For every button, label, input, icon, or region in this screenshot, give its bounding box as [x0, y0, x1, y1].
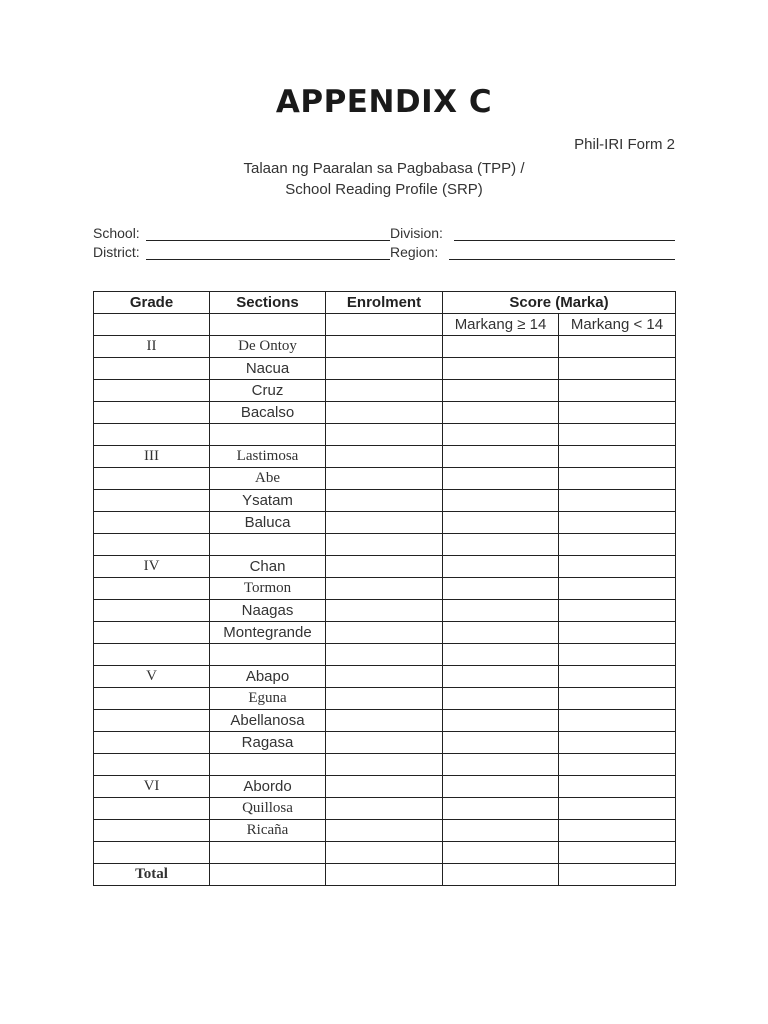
school-field[interactable]	[146, 240, 390, 241]
score-low-cell[interactable]	[559, 490, 676, 512]
score-low-cell[interactable]	[559, 644, 676, 666]
score-high-cell[interactable]	[443, 820, 559, 842]
score-high-cell[interactable]	[443, 798, 559, 820]
grade-cell: VI	[94, 776, 210, 798]
section-cell: Naagas	[210, 600, 326, 622]
enrolment-cell[interactable]	[326, 666, 443, 688]
score-high-cell[interactable]	[443, 402, 559, 424]
table-row	[94, 446, 676, 468]
enrolment-cell[interactable]	[326, 358, 443, 380]
table-row	[94, 732, 676, 754]
col-score-low-header: Markang < 14	[559, 314, 676, 336]
section-cell: Cruz	[210, 380, 326, 402]
form-number: Phil-IRI Form 2	[574, 136, 675, 153]
enrolment-cell[interactable]	[326, 402, 443, 424]
score-high-cell[interactable]	[443, 732, 559, 754]
enrolment-cell[interactable]	[326, 380, 443, 402]
section-cell: Ricaña	[210, 820, 326, 842]
table-row	[94, 798, 676, 820]
score-high-cell[interactable]	[443, 446, 559, 468]
score-high-cell[interactable]	[443, 622, 559, 644]
section-cell: Abe	[210, 468, 326, 490]
grade-cell	[94, 512, 210, 534]
total-enrolment-cell[interactable]	[326, 864, 443, 886]
section-cell: De Ontoy	[210, 336, 326, 358]
grade-cell	[94, 820, 210, 842]
table-row	[94, 842, 676, 864]
score-high-cell[interactable]	[443, 512, 559, 534]
grade-cell	[94, 402, 210, 424]
grade-cell	[94, 578, 210, 600]
district-region-row	[93, 244, 675, 262]
grade-cell	[94, 534, 210, 556]
table-cell	[326, 314, 443, 336]
section-cell: Montegrande	[210, 622, 326, 644]
table-row	[94, 512, 676, 534]
section-cell	[210, 644, 326, 666]
enrolment-cell[interactable]	[326, 534, 443, 556]
score-high-cell[interactable]	[443, 468, 559, 490]
enrolment-cell[interactable]	[326, 556, 443, 578]
total-score-high-cell[interactable]	[443, 864, 559, 886]
page-title: APPENDIX C	[275, 84, 493, 120]
enrolment-cell[interactable]	[326, 798, 443, 820]
reading-profile-table	[93, 291, 676, 886]
table-row	[94, 424, 676, 446]
score-high-cell[interactable]	[443, 490, 559, 512]
district-label: District:	[93, 244, 140, 260]
table-row	[94, 556, 676, 578]
score-high-cell[interactable]	[443, 600, 559, 622]
enrolment-cell[interactable]	[326, 622, 443, 644]
table-row	[94, 820, 676, 842]
score-low-cell[interactable]	[559, 336, 676, 358]
score-low-cell[interactable]	[559, 446, 676, 468]
table-row	[94, 644, 676, 666]
score-high-cell[interactable]	[443, 644, 559, 666]
grade-cell	[94, 842, 210, 864]
table-row	[94, 622, 676, 644]
enrolment-cell[interactable]	[326, 336, 443, 358]
col-score-high-header: Markang ≥ 14	[443, 314, 559, 336]
grade-cell: II	[94, 336, 210, 358]
table-row	[94, 578, 676, 600]
score-low-cell[interactable]	[559, 820, 676, 842]
enrolment-cell[interactable]	[326, 490, 443, 512]
grade-cell	[94, 644, 210, 666]
section-cell	[210, 534, 326, 556]
score-low-cell[interactable]	[559, 688, 676, 710]
score-low-cell[interactable]	[559, 754, 676, 776]
table-cell	[210, 314, 326, 336]
table-row	[94, 336, 676, 358]
grade-cell	[94, 424, 210, 446]
grade-cell	[94, 380, 210, 402]
section-cell: Ysatam	[210, 490, 326, 512]
table-row	[94, 666, 676, 688]
score-high-cell[interactable]	[443, 336, 559, 358]
score-low-cell[interactable]	[559, 358, 676, 380]
score-high-cell[interactable]	[443, 754, 559, 776]
score-high-cell[interactable]	[443, 424, 559, 446]
subtitle-line-1: Talaan ng Paaralan sa Pagbabasa (TPP) /	[243, 160, 525, 177]
enrolment-cell[interactable]	[326, 578, 443, 600]
enrolment-cell[interactable]	[326, 710, 443, 732]
grade-cell	[94, 468, 210, 490]
score-low-cell[interactable]	[559, 578, 676, 600]
school-label: School:	[93, 225, 140, 241]
section-cell: Eguna	[210, 688, 326, 710]
table-row	[94, 468, 676, 490]
section-cell	[210, 424, 326, 446]
section-cell: Nacua	[210, 358, 326, 380]
grade-cell: V	[94, 666, 210, 688]
table-row	[94, 490, 676, 512]
enrolment-cell[interactable]	[326, 688, 443, 710]
table-row	[94, 776, 676, 798]
enrolment-cell[interactable]	[326, 732, 443, 754]
enrolment-cell[interactable]	[326, 842, 443, 864]
score-low-cell[interactable]	[559, 512, 676, 534]
score-low-cell[interactable]	[559, 842, 676, 864]
score-low-cell[interactable]	[559, 776, 676, 798]
subtitle-line-2: School Reading Profile (SRP)	[285, 181, 483, 198]
district-field[interactable]	[146, 259, 390, 260]
section-cell: Abapo	[210, 666, 326, 688]
section-cell: Tormon	[210, 578, 326, 600]
score-low-cell[interactable]	[559, 732, 676, 754]
region-label: Region:	[390, 244, 439, 260]
table-header-row	[94, 292, 676, 314]
section-cell: Abellanosa	[210, 710, 326, 732]
enrolment-cell[interactable]	[326, 776, 443, 798]
grade-cell	[94, 710, 210, 732]
score-high-cell[interactable]	[443, 710, 559, 732]
score-low-cell[interactable]	[559, 534, 676, 556]
col-sections-header: Sections	[210, 292, 326, 314]
enrolment-cell[interactable]	[326, 468, 443, 490]
score-high-cell[interactable]	[443, 556, 559, 578]
table-row	[94, 754, 676, 776]
grade-cell	[94, 754, 210, 776]
enrolment-cell[interactable]	[326, 754, 443, 776]
grade-cell	[94, 358, 210, 380]
section-cell: Ragasa	[210, 732, 326, 754]
grade-cell	[94, 798, 210, 820]
table-subheader-row	[94, 314, 676, 336]
score-low-cell[interactable]	[559, 468, 676, 490]
score-low-cell[interactable]	[559, 622, 676, 644]
table-row	[94, 600, 676, 622]
total-label: Total	[94, 864, 210, 886]
score-high-cell[interactable]	[443, 380, 559, 402]
total-score-low-cell[interactable]	[559, 864, 676, 886]
division-label: Division:	[390, 225, 443, 241]
enrolment-cell[interactable]	[326, 424, 443, 446]
score-low-cell[interactable]	[559, 600, 676, 622]
division-field[interactable]	[454, 240, 675, 241]
score-high-cell[interactable]	[443, 578, 559, 600]
enrolment-cell[interactable]	[326, 600, 443, 622]
school-division-row	[93, 225, 675, 243]
enrolment-cell[interactable]	[326, 512, 443, 534]
region-field[interactable]	[449, 259, 675, 260]
grade-cell	[94, 732, 210, 754]
total-sections-cell[interactable]	[210, 864, 326, 886]
col-enrolment-header: Enrolment	[326, 292, 443, 314]
score-high-cell[interactable]	[443, 534, 559, 556]
score-low-cell[interactable]	[559, 424, 676, 446]
table-cell	[94, 314, 210, 336]
section-cell: Chan	[210, 556, 326, 578]
score-low-cell[interactable]	[559, 556, 676, 578]
section-cell: Lastimosa	[210, 446, 326, 468]
section-cell: Abordo	[210, 776, 326, 798]
table-row	[94, 534, 676, 556]
enrolment-cell[interactable]	[326, 820, 443, 842]
score-high-cell[interactable]	[443, 776, 559, 798]
grade-cell: III	[94, 446, 210, 468]
section-cell: Bacalso	[210, 402, 326, 424]
score-high-cell[interactable]	[443, 358, 559, 380]
table-row	[94, 402, 676, 424]
total-row	[94, 864, 676, 886]
score-low-cell[interactable]	[559, 798, 676, 820]
score-high-cell[interactable]	[443, 688, 559, 710]
grade-cell: IV	[94, 556, 210, 578]
grade-cell	[94, 490, 210, 512]
enrolment-cell[interactable]	[326, 644, 443, 666]
col-grade-header: Grade	[94, 292, 210, 314]
score-low-cell[interactable]	[559, 710, 676, 732]
table-row	[94, 710, 676, 732]
table-row	[94, 358, 676, 380]
enrolment-cell[interactable]	[326, 446, 443, 468]
grade-cell	[94, 622, 210, 644]
grade-cell	[94, 600, 210, 622]
section-cell: Baluca	[210, 512, 326, 534]
grade-cell	[94, 688, 210, 710]
table-row	[94, 380, 676, 402]
score-low-cell[interactable]	[559, 380, 676, 402]
score-low-cell[interactable]	[559, 666, 676, 688]
col-score-header: Score (Marka)	[443, 292, 676, 314]
score-high-cell[interactable]	[443, 842, 559, 864]
section-cell	[210, 842, 326, 864]
score-high-cell[interactable]	[443, 666, 559, 688]
table-row	[94, 688, 676, 710]
section-cell: Quillosa	[210, 798, 326, 820]
score-low-cell[interactable]	[559, 402, 676, 424]
section-cell	[210, 754, 326, 776]
